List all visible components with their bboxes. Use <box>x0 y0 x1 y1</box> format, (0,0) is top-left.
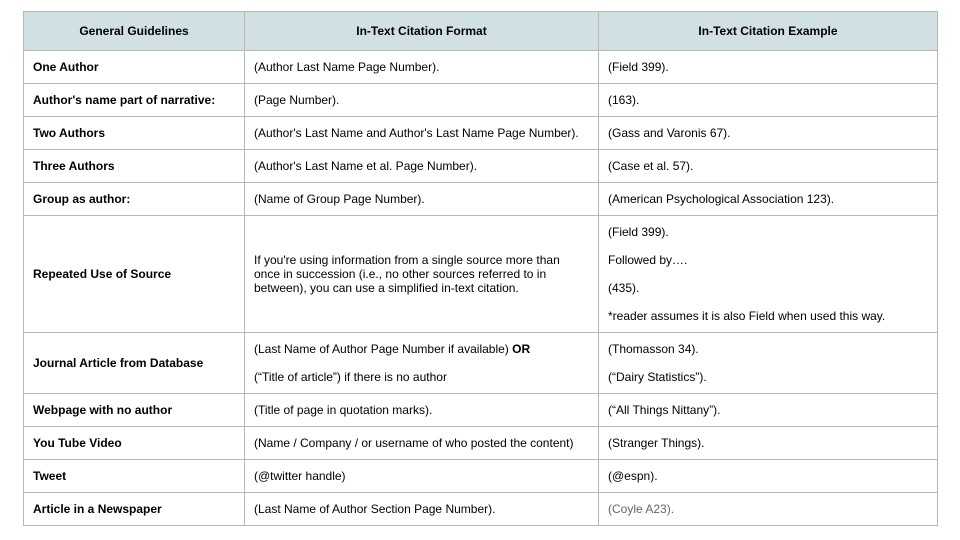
header-citation-format: In-Text Citation Format <box>245 12 599 51</box>
guideline-cell: Tweet <box>24 460 245 493</box>
example-cell: (“All Things Nittany”). <box>599 394 938 427</box>
example-cell: (163). <box>599 84 938 117</box>
format-cell: (Name of Group Page Number). <box>245 183 599 216</box>
example-cell: (Field 399). <box>599 51 938 84</box>
guideline-cell: Webpage with no author <box>24 394 245 427</box>
example-cell <box>599 333 938 394</box>
format-cell: (@twitter handle) <box>245 460 599 493</box>
header-citation-example: In-Text Citation Example <box>599 12 938 51</box>
table-row <box>24 150 938 183</box>
table-row <box>24 216 938 333</box>
guideline-cell: Two Authors <box>24 117 245 150</box>
format-cell: (Name / Company / or username of who posted the content) <box>245 427 599 460</box>
table-row <box>24 394 938 427</box>
or-keyword: OR <box>512 342 531 356</box>
format-text: (Last Name of Author Page Number if available) <box>254 342 509 356</box>
guideline-cell: Journal Article from Database <box>24 333 245 394</box>
guideline-cell: Author's name part of narrative: <box>24 84 245 117</box>
guideline-cell: Article in a Newspaper <box>24 493 245 526</box>
example-cell: (@espn). <box>599 460 938 493</box>
table-row <box>24 333 938 394</box>
format-cell <box>245 333 599 394</box>
table-row <box>24 427 938 460</box>
example-cell: (Coyle A23). <box>599 493 938 526</box>
example-line: (Thomasson 34). <box>608 342 699 356</box>
table-header-row <box>24 12 938 51</box>
example-cell: (Gass and Varonis 67). <box>599 117 938 150</box>
table-row <box>24 51 938 84</box>
guideline-cell: Three Authors <box>24 150 245 183</box>
format-line <box>254 342 589 356</box>
example-cell: (American Psychological Association 123). <box>599 183 938 216</box>
example-line: *reader assumes it is also Field when used this way. <box>608 309 886 323</box>
citation-guide <box>23 11 937 526</box>
example-line: (“Dairy Statistics”). <box>608 370 707 384</box>
table-row <box>24 460 938 493</box>
example-line: Followed by…. <box>608 253 688 267</box>
format-cell: If you're using information from a single source more than once in succession (i.e., no other sources referred to in between), you can use a simplified in-text citation. <box>245 216 599 333</box>
table-row <box>24 493 938 526</box>
table-row <box>24 117 938 150</box>
example-cell: (Case et al. 57). <box>599 150 938 183</box>
format-cell: (Author's Last Name and Author's Last Name Page Number). <box>245 117 599 150</box>
guideline-cell: Repeated Use of Source <box>24 216 245 333</box>
guideline-cell: One Author <box>24 51 245 84</box>
header-general-guidelines: General Guidelines <box>24 12 245 51</box>
format-cell: (Author's Last Name et al. Page Number). <box>245 150 599 183</box>
example-line: (Field 399). <box>608 225 669 239</box>
format-cell: (Last Name of Author Section Page Number). <box>245 493 599 526</box>
table-row <box>24 183 938 216</box>
format-cell: (Title of page in quotation marks). <box>245 394 599 427</box>
citation-table <box>23 11 938 526</box>
example-cell <box>599 216 938 333</box>
guideline-cell: Group as author: <box>24 183 245 216</box>
format-cell: (Author Last Name Page Number). <box>245 51 599 84</box>
example-line: (435). <box>608 281 640 295</box>
guideline-cell: You Tube Video <box>24 427 245 460</box>
format-cell: (Page Number). <box>245 84 599 117</box>
example-cell: (Stranger Things). <box>599 427 938 460</box>
table-row <box>24 84 938 117</box>
format-line: (“Title of article”) if there is no author <box>254 370 447 384</box>
